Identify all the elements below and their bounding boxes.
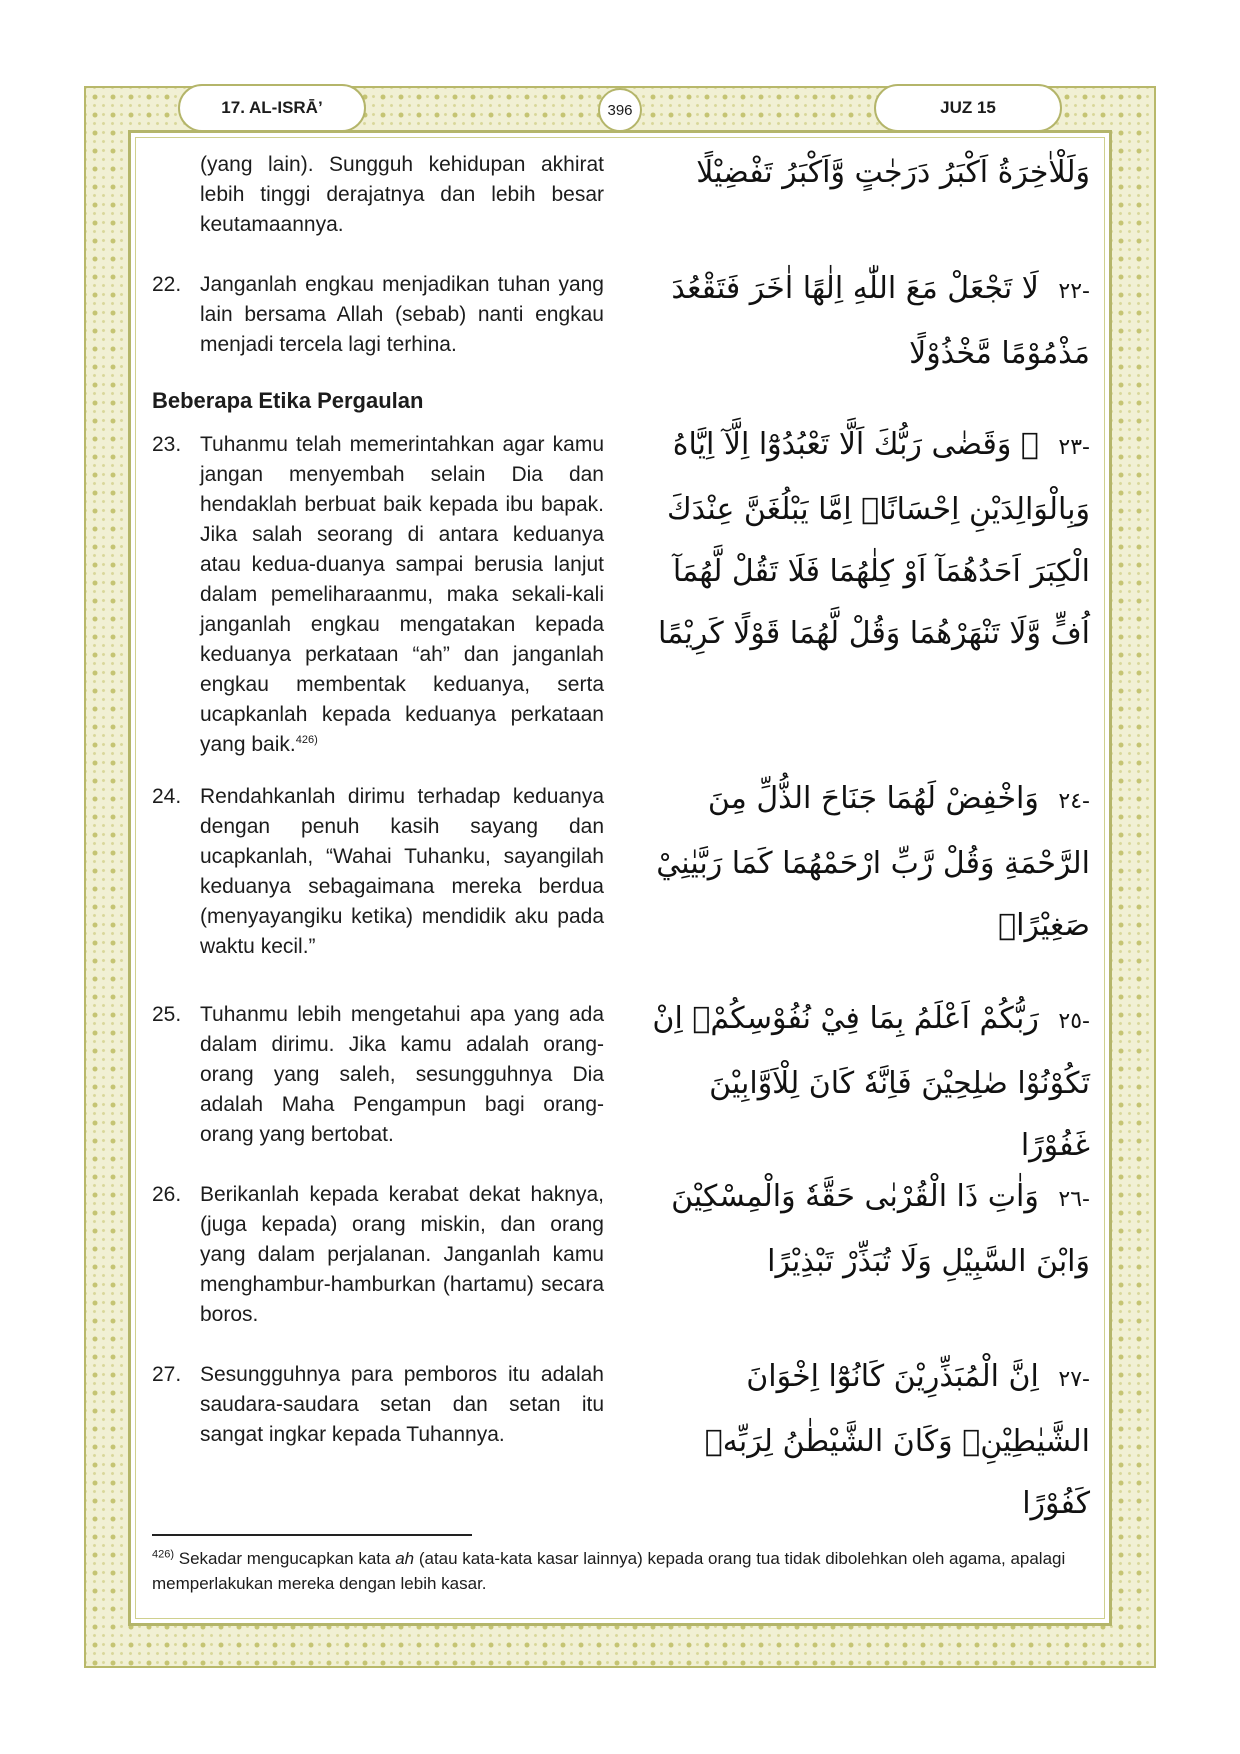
- arabic-verse-number: -٢٥: [1058, 1009, 1090, 1034]
- translation-text: Berikanlah kepada kerabat dekat haknya, (juga kepada) orang miskin, dan orang yang dalam perjalanan. Janganlah kamu menghambur-hamburkan (hartamu) secara boros.: [200, 1183, 604, 1326]
- surah-title-tab: [178, 84, 366, 132]
- verse-number: 26.: [152, 1183, 182, 1206]
- translation-text: Rendahkanlah dirimu terhadap keduanya dengan penuh kasih sayang dan ucapkanlah, “Wahai Tuhanku, sayangilah keduanya sebagaimana mereka berdua (menyayangiku ketika) mendidik aku pada waktu kecil.”: [200, 785, 604, 958]
- footnote-text-pre: Sekadar mengucapkan kata: [178, 1549, 396, 1568]
- footnote-reference[interactable]: 426): [295, 734, 318, 746]
- arabic-text: وَاخْفِضْ لَهُمَا جَنَاحَ الذُّلِّ مِنَ الرَّحْمَةِ وَقُلْ رَّبِّ ارْحَمْهُمَا كَمَا رَبَّيٰنِيْ صَغِيْرًاۗ: [656, 781, 1090, 943]
- translation-text: Sesungguhnya para pemboros itu adalah saudara-saudara setan dan setan itu sangat ingkar kepada Tuhannya.: [200, 1363, 604, 1446]
- verse-translation: [152, 430, 604, 760]
- translation-text: (yang lain). Sungguh kehidupan akhirat lebih tinggi derajatnya dan lebih besar keutamaannya.: [200, 153, 604, 236]
- translation-body: Tuhanmu telah memerintahkan agar kamu jangan menyembah selain Dia dan hendaklah berbuat baik kepada ibu bapak. Jika salah seorang di antara keduanya atau kedua-duanya sampai berusia lanjut dalam pemeliharaanmu, maka sekali-kali janganlah engkau mengatakan kepada keduanya perkataan “ah” dan janganlah engkau membentak keduanya, serta ucapkanlah kepada keduanya perkataan yang baik.: [200, 433, 604, 756]
- footnote-text-post: (atau kata-kata kasar lainnya) kepada orang tua tidak dibolehkan oleh agama, apalagi memperlakukan mereka dengan lebih kasar.: [152, 1549, 1066, 1593]
- juz-label: JUZ 15: [940, 98, 996, 117]
- page-content: [152, 150, 1090, 1630]
- verse-arabic: [640, 414, 1090, 665]
- translation-text: Janganlah engkau menjadikan tuhan yang lain bersama Allah (sebab) nanti engkau menjadi tercela lagi terhina.: [200, 273, 604, 356]
- surah-title: 17. AL-ISRĀ’: [221, 98, 323, 117]
- verse-translation: [152, 150, 604, 240]
- arabic-verse-number: -٢٢: [1058, 279, 1090, 304]
- footnote-text-italic: ah: [395, 1549, 415, 1568]
- page-number: 396: [607, 101, 633, 119]
- verse-translation: [152, 1360, 604, 1450]
- verse-translation: [152, 782, 604, 962]
- verse-translation: [152, 1180, 604, 1330]
- arabic-verse-number: -٢٤: [1058, 789, 1090, 814]
- verse-arabic: [640, 1166, 1090, 1293]
- verse-translation: [152, 270, 604, 360]
- verse-number: 22.: [152, 273, 182, 296]
- verse-arabic: [640, 768, 1090, 957]
- verse-arabic: [640, 988, 1090, 1177]
- arabic-verse-number: -٢٣: [1058, 435, 1090, 460]
- translation-text: Tuhanmu lebih mengetahui apa yang ada dalam dirimu. Jika kamu adalah orang-orang yang saleh, sesungguhnya Dia adalah Maha Pengampun bagi orang-orang yang bertobat.: [200, 1003, 604, 1146]
- arabic-text: وَلَلْاٰخِرَةُ اَكْبَرُ دَرَجٰتٍ وَّاَكْبَرُ تَفْضِيْلًا: [696, 155, 1090, 190]
- verse-arabic: [640, 258, 1090, 385]
- verse-translation: [152, 1000, 604, 1150]
- arabic-verse-number: -٢٦: [1058, 1187, 1090, 1212]
- arabic-text: لَا تَجْعَلْ مَعَ اللّٰهِ اِلٰهًا اٰخَرَ فَتَقْعُدَ مَذْمُوْمًا مَّخْذُوْلًا: [671, 271, 1090, 371]
- verse-number: 27.: [152, 1363, 182, 1386]
- verse-number: 25.: [152, 1003, 182, 1026]
- verse-arabic: [640, 1346, 1090, 1535]
- arabic-verse-number: -٢٧: [1058, 1367, 1090, 1392]
- arabic-text: ۞ وَقَضٰى رَبُّكَ اَلَّا تَعْبُدُوْٓا اِلَّآ اِيَّاهُ وَبِالْوَالِدَيْنِ اِحْسَانًاۗ اِمَّا يَبْلُغَنَّ عِنْدَكَ الْكِبَرَ اَحَدُهُمَآ اَوْ كِلٰهُمَا فَلَا تَقُلْ لَّهُمَآ اُفٍّ وَّلَا تَنْهَرْهُمَا وَقُلْ لَّهُمَا قَوْلًا كَرِيْمًا: [658, 427, 1090, 651]
- footnote-divider: [152, 1534, 472, 1536]
- arabic-text: اِنَّ الْمُبَذِّرِيْنَ كَانُوْٓا اِخْوَانَ الشَّيٰطِيْنِۗ وَكَانَ الشَّيْطٰنُ لِرَبِّهٖ كَفُوْرًا: [704, 1359, 1090, 1521]
- arabic-text: وَاٰتِ ذَا الْقُرْبٰى حَقَّهٗ وَالْمِسْكِيْنَ وَابْنَ السَّبِيْلِ وَلَا تُبَذِّرْ تَبْذِيْرًا: [671, 1179, 1090, 1279]
- arabic-text: رَبُّكُمْ اَعْلَمُ بِمَا فِيْ نُفُوْسِكُمْۗ اِنْ تَكُوْنُوْا صٰلِحِيْنَ فَاِنَّهٗ كَانَ لِلْاَوَّابِيْنَ غَفُوْرًا: [652, 1001, 1090, 1163]
- verse-number: 23.: [152, 433, 182, 456]
- translation-text: [200, 430, 604, 760]
- page-number-badge: [598, 88, 642, 132]
- juz-tab: [874, 84, 1062, 132]
- verse-number: 24.: [152, 785, 182, 808]
- section-heading: Beberapa Etika Pergaulan: [152, 388, 424, 413]
- footnote-number: 426): [152, 1548, 175, 1561]
- footnote: [152, 1546, 1088, 1596]
- verse-arabic: [640, 142, 1090, 204]
